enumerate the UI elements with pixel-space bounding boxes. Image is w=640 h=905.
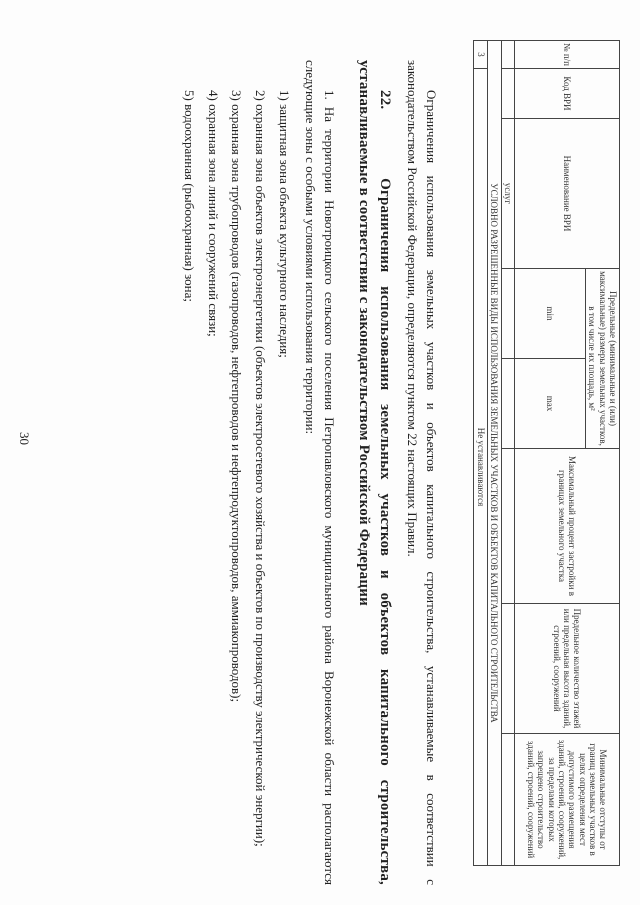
fragment-cell bbox=[501, 269, 514, 359]
fragment-cell bbox=[501, 41, 514, 69]
col-percent-header: Максимальный процент застройки в границах земельного участка bbox=[514, 449, 619, 604]
col-max-header: max bbox=[514, 359, 585, 449]
section-title: УСЛОВНО РАЗРЕШЕННЫЕ ВИДЫ ИСПОЛЬЗОВАНИЯ ЗЕМЕЛЬНЫХ УЧАСТКОВ И ОБЪЕКТОВ КАПИТАЛЬНОГО СТРОИТЕЛЬСТВА bbox=[487, 41, 501, 866]
paragraph-1: 1. На территории Новотроицкого сельского поселения Петропавловского муниципального района Воронежской области располагаются следующие зоны с особыми условиями использования территории: bbox=[302, 60, 337, 885]
section-heading-number: 22. bbox=[377, 90, 394, 110]
list-item: 1) защитная зона объекта культурного наследия; bbox=[277, 90, 293, 358]
regulations-table bbox=[473, 40, 620, 866]
fragment-cell bbox=[501, 449, 514, 604]
row-number: 3 bbox=[474, 41, 487, 69]
col-size-header: Предельные (минимальные и (или) максимальные) размеры земельных участков, в том числе их площадь, м² bbox=[585, 269, 619, 449]
page-number: 30 bbox=[17, 432, 32, 445]
list-item: 4) охранная зона линий и сооружений связи; bbox=[205, 90, 221, 337]
fragment-cell bbox=[501, 604, 514, 734]
row-text: Не устанавливаются bbox=[474, 69, 487, 866]
fragment-cell bbox=[501, 69, 514, 119]
col-code-header: Код ВРИ bbox=[514, 69, 619, 119]
fragment-cell bbox=[501, 359, 514, 449]
col-setbacks-header: Минимальные отступы от границ земельных участков в целях определения мест допустимого размещения зданий, строений, сооружений, за пределами которых запрещено строительство зданий, строений, сооружений bbox=[514, 734, 619, 866]
list-item: 5) водоохранная (рыбоохранная) зона; bbox=[181, 90, 197, 302]
fragment-cell bbox=[501, 734, 514, 866]
section-heading-text: Ограничения использования земельных участков и объектов капитального строительства, устанавливаемые в соответствии с законодательством Российской Федерации bbox=[355, 60, 394, 885]
col-num-header: № п/п bbox=[514, 41, 619, 69]
list-item: 2) охранная зона объектов электроэнергетики (объектов электросетевого хозяйства и объектов по производству электрической энергии); bbox=[253, 90, 269, 847]
col-min-header: min bbox=[514, 269, 585, 359]
section-heading bbox=[352, 60, 396, 885]
text-section bbox=[174, 60, 440, 885]
intro-paragraph: Ограничения использования земельных участков и объектов капитального строительства, устанавливаемые в соответствии с законодательством Российской Федерации, определяются пунктом 22 настоящих Правил. bbox=[405, 60, 439, 885]
fragment-text: услуг bbox=[501, 119, 514, 269]
list-item: 3) охранная зона трубопроводов (газопроводов, нефтепроводов и нефтепродуктопроводов, аммиакопроводов); bbox=[229, 90, 245, 703]
zones-list bbox=[179, 60, 293, 885]
col-name-header: Наименование ВРИ bbox=[514, 119, 619, 269]
col-floors-header: Предельное количество этажей или предельная высота зданий, строений, сооружений bbox=[514, 604, 619, 734]
